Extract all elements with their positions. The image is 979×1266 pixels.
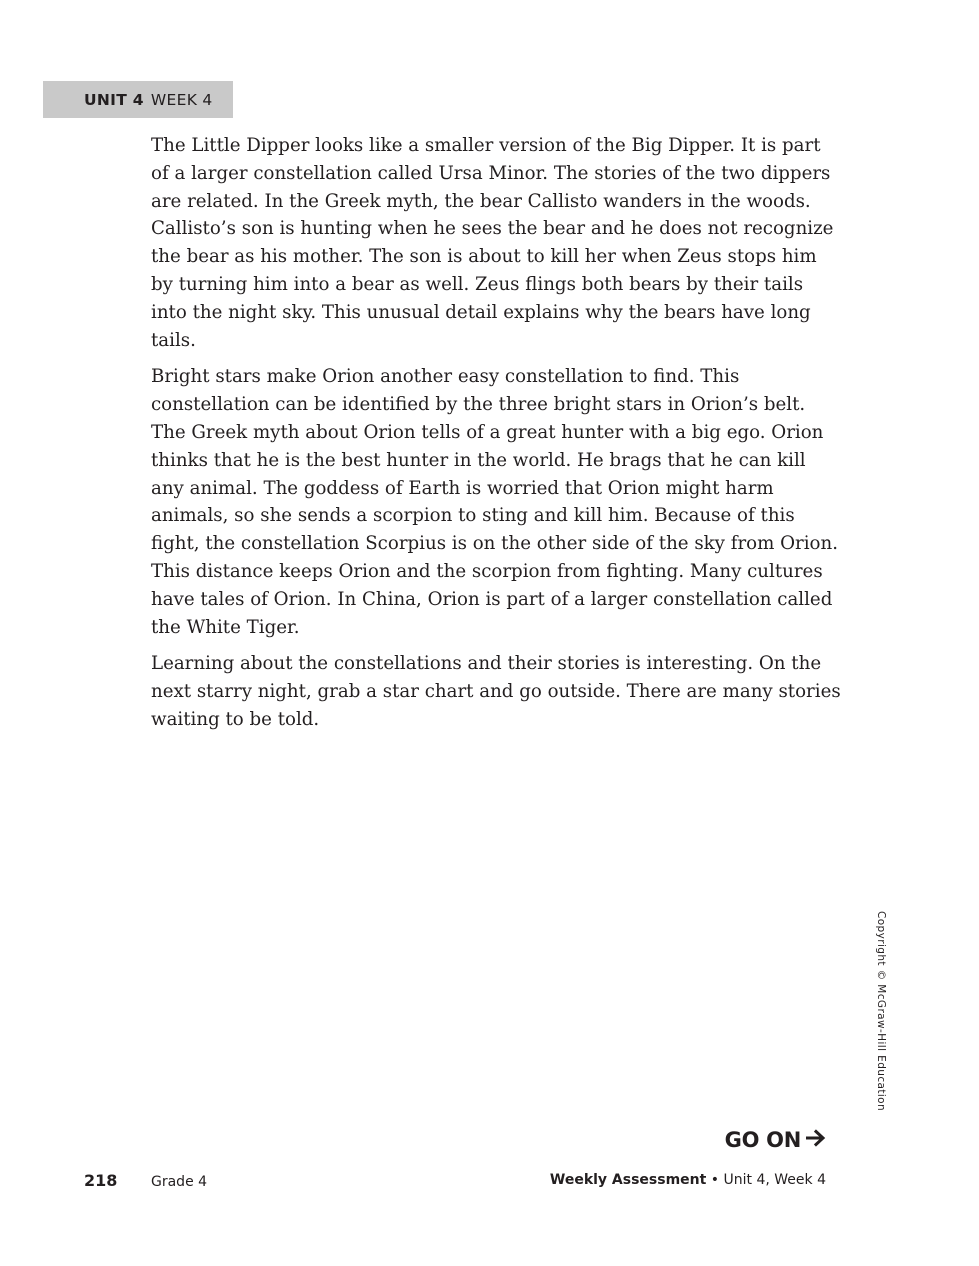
- passage-paragraph-1: The Little Dipper looks like a smaller version of the Big Dipper. It is part of a larger constellation called Ursa Minor. The stories of the two dippers are related. In the Greek myth, the bear Callisto wanders in the woods. Callisto’s son is hunting when he sees the bear and he does not recognize the bear as his mother. The son is about to kill her when Zeus stops him by turning him into a bear as well. Zeus flings both bears by their tails into the night sky. This unusual detail explains why the bears have long tails.: [151, 135, 834, 351]
- page-number: 218: [84, 1171, 118, 1190]
- copyright-notice: Copyright © McGraw-Hill Education: [875, 911, 887, 1112]
- grade-label: Grade 4: [151, 1174, 208, 1190]
- footer-right: [550, 1172, 826, 1188]
- unit-week-tab: [43, 81, 233, 118]
- go-on-label: GO ON: [724, 1128, 801, 1152]
- footer-left: [84, 1171, 207, 1190]
- arrow-right-icon: [806, 1128, 826, 1152]
- passage-paragraph-3: Learning about the constellations and their stories is interesting. On the next starry night, grab a star chart and go outside. There are many stories waiting to be told.: [151, 653, 841, 730]
- unit-label: UNIT 4: [84, 90, 144, 109]
- assessment-title: Weekly Assessment: [549, 1172, 707, 1188]
- reading-passage: [151, 132, 841, 743]
- unit-week-label: Unit 4, Week 4: [723, 1172, 826, 1188]
- week-label: WEEK 4: [150, 90, 213, 109]
- go-on-indicator: [725, 1128, 826, 1152]
- footer-separator: •: [710, 1172, 720, 1188]
- passage-paragraph-2: Bright stars make Orion another easy constellation to find. This constellation can be identified by the three bright stars in Orion’s belt. The Greek myth about Orion tells of a great hunter with a big ego. Orion thinks that he is the best hunter in the world. He brags that he can kill any animal. The goddess of Earth is worried that Orion might harm animals, so she sends a scorpion to sting and kill him. Because of this fight, the constellation Scorpius is on the other side of the sky from Orion. This distance keeps Orion and the scorpion from fighting. Many cultures have tales of Orion. In China, Orion is part of a larger constellation called the White Tiger.: [151, 366, 839, 638]
